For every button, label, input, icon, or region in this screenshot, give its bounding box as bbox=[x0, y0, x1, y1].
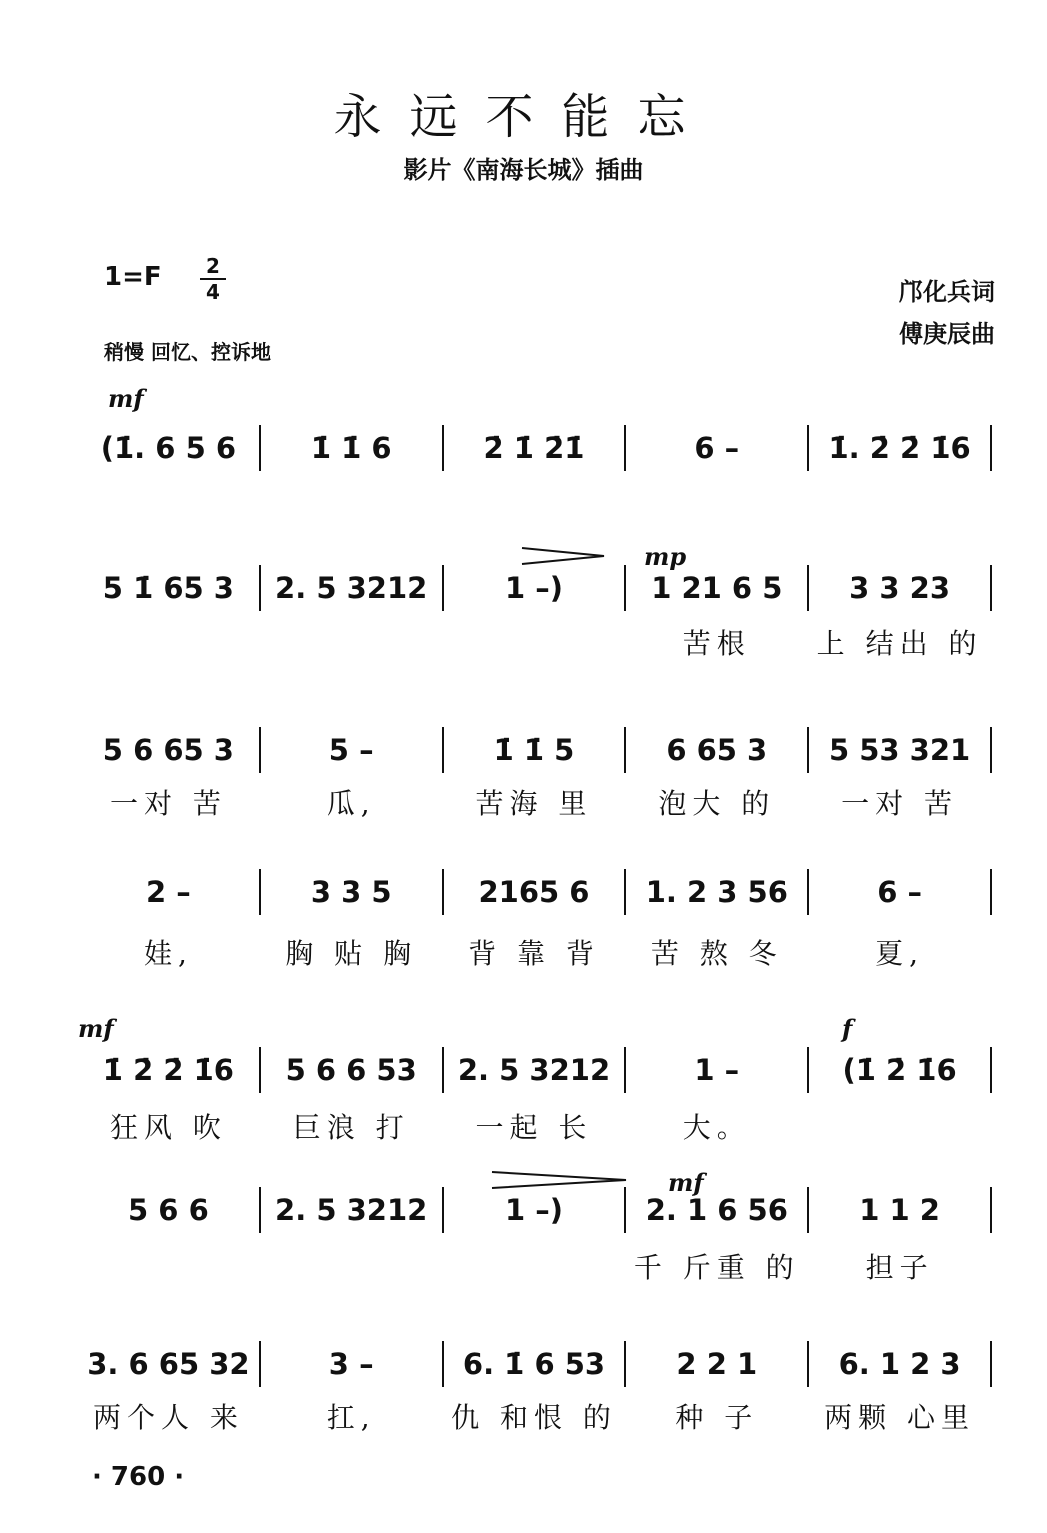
lyric-syllables: 大。 bbox=[682, 1111, 751, 1144]
measure: (1̇ 2̇ 1̇6 bbox=[842, 1053, 957, 1087]
lyric-syllables: 一对 苦 bbox=[109, 787, 227, 820]
notation-system bbox=[78, 564, 992, 612]
lyric-syllables: 扛, bbox=[326, 1401, 376, 1434]
lyric-syllables: 上 结出 的 bbox=[816, 627, 983, 660]
lyric-syllables: 一起 长 bbox=[475, 1111, 593, 1144]
lyric-syllables: 瓜, bbox=[326, 787, 376, 820]
lyric-syllables: 背 靠 背 bbox=[468, 937, 600, 970]
lyric-syllables: 胸 贴 胸 bbox=[285, 937, 418, 970]
measure: 3 – bbox=[328, 1347, 374, 1381]
notation-system bbox=[78, 868, 992, 916]
dynamic-marking: f bbox=[842, 1014, 853, 1043]
time-signature-denominator: 4 bbox=[206, 280, 220, 304]
dynamic-marking: mf bbox=[78, 1014, 114, 1043]
song-title: 永远不能忘 bbox=[333, 89, 714, 145]
measure: 5 6 6 bbox=[128, 1193, 209, 1227]
notation-system bbox=[78, 1340, 992, 1388]
measure: 2. 5 3212 bbox=[457, 1053, 611, 1087]
lyric-syllables: 苦根 bbox=[682, 627, 751, 660]
measure: 2 – bbox=[146, 875, 191, 909]
lyric-syllables: 一对 苦 bbox=[841, 787, 959, 820]
lyric-line bbox=[78, 624, 992, 660]
dynamic-marking: mf bbox=[108, 384, 144, 413]
time-signature bbox=[200, 256, 226, 302]
lyric-syllables: 仇 和恨 的 bbox=[451, 1401, 617, 1434]
key-signature: 1=F bbox=[104, 262, 162, 292]
measure: 2. 5 3212 bbox=[275, 1193, 428, 1227]
measure: (1̇. 6 5 6 bbox=[100, 431, 237, 465]
measure: 3 3 23 bbox=[849, 571, 951, 605]
lyric-syllables: 两个人 来 bbox=[92, 1401, 244, 1434]
lyric-line bbox=[78, 1248, 992, 1284]
lyric-line bbox=[78, 934, 992, 970]
measure: 6 – bbox=[694, 431, 740, 465]
notation-system bbox=[78, 1186, 992, 1234]
notation-system bbox=[78, 726, 992, 774]
song-subtitle: 影片《南海长城》插曲 bbox=[403, 155, 644, 184]
lyric-syllables: 狂风 吹 bbox=[109, 1111, 227, 1144]
measure: 1. 2 3 56 bbox=[645, 875, 788, 909]
lyricist-credit: 邝化兵词 bbox=[899, 277, 995, 306]
measure: 1 21 6 5 bbox=[651, 571, 783, 605]
measure: 3. 6 65 32 bbox=[87, 1347, 250, 1381]
lyric-syllables: 苦海 里 bbox=[475, 787, 593, 820]
lyric-syllables: 巨浪 打 bbox=[292, 1111, 410, 1144]
barline bbox=[990, 565, 992, 611]
measure: 2165 6 bbox=[478, 875, 590, 909]
lyric-syllables: 两颗 心里 bbox=[824, 1401, 976, 1434]
measure: 1̇ 1̇ 6 bbox=[310, 431, 392, 465]
measure: 6. 1 2 3 bbox=[838, 1347, 961, 1381]
measure: 5 6 6 53 bbox=[285, 1053, 417, 1087]
measure: 1 –) bbox=[504, 1193, 563, 1227]
lyric-syllables: 千 斤重 的 bbox=[633, 1251, 800, 1284]
time-signature-numerator: 2 bbox=[200, 256, 226, 280]
barline bbox=[990, 425, 992, 471]
measure: 3 3 5 bbox=[310, 875, 392, 909]
measure: 6 – bbox=[877, 875, 922, 909]
lyric-line bbox=[78, 1108, 992, 1144]
lyric-syllables: 泡大 的 bbox=[658, 787, 776, 820]
lyric-syllables: 种 子 bbox=[675, 1401, 759, 1434]
lyric-line bbox=[78, 784, 992, 820]
measure: 1̇. 2̇ 2̇ 1̇6 bbox=[828, 431, 971, 465]
measure: 2. 1 6 56 bbox=[645, 1193, 788, 1227]
measure: 6. 1̇ 6 53 bbox=[462, 1347, 606, 1381]
barline bbox=[990, 727, 992, 773]
measure: 5 6 65 3 bbox=[102, 733, 234, 767]
measure: 1̇ 1̇ 5 bbox=[493, 733, 575, 767]
measure: 2. 5 3212 bbox=[275, 571, 428, 605]
measure: 1 1 2 bbox=[859, 1193, 940, 1227]
page-number: · 760 · bbox=[92, 1462, 185, 1492]
barline bbox=[990, 1341, 992, 1387]
measure: 1 –) bbox=[504, 571, 563, 605]
measure: 5 53 321 bbox=[828, 733, 971, 767]
measure: 5 – bbox=[328, 733, 374, 767]
lyric-syllables: 娃, bbox=[143, 937, 193, 970]
measure: 1 – bbox=[694, 1053, 740, 1087]
measure: 5 1̇ 65 3 bbox=[102, 571, 234, 605]
tempo-marking: 稍慢 回忆、控诉地 bbox=[104, 340, 271, 364]
barline bbox=[990, 869, 992, 915]
measure: 6 65 3 bbox=[666, 733, 768, 767]
notation-system bbox=[78, 1046, 992, 1094]
lyric-syllables: 苦 熬 冬 bbox=[650, 937, 783, 970]
barline bbox=[990, 1187, 992, 1233]
barline bbox=[990, 1047, 992, 1093]
measure: 2 2 1 bbox=[676, 1347, 758, 1381]
lyric-syllables: 担子 bbox=[865, 1251, 934, 1284]
notation-system bbox=[78, 424, 992, 472]
measure: 1̇ 2̇ 2̇ 1̇6 bbox=[102, 1053, 234, 1087]
dynamic-marking: mf bbox=[668, 1168, 704, 1197]
composer-credit: 傅庚辰曲 bbox=[899, 319, 995, 348]
lyric-line bbox=[78, 1398, 992, 1434]
dynamic-marking: mp bbox=[644, 542, 687, 571]
lyric-syllables: 夏, bbox=[875, 937, 925, 970]
measure: 2̇ 1̇ 2̇1̇ bbox=[483, 431, 585, 465]
